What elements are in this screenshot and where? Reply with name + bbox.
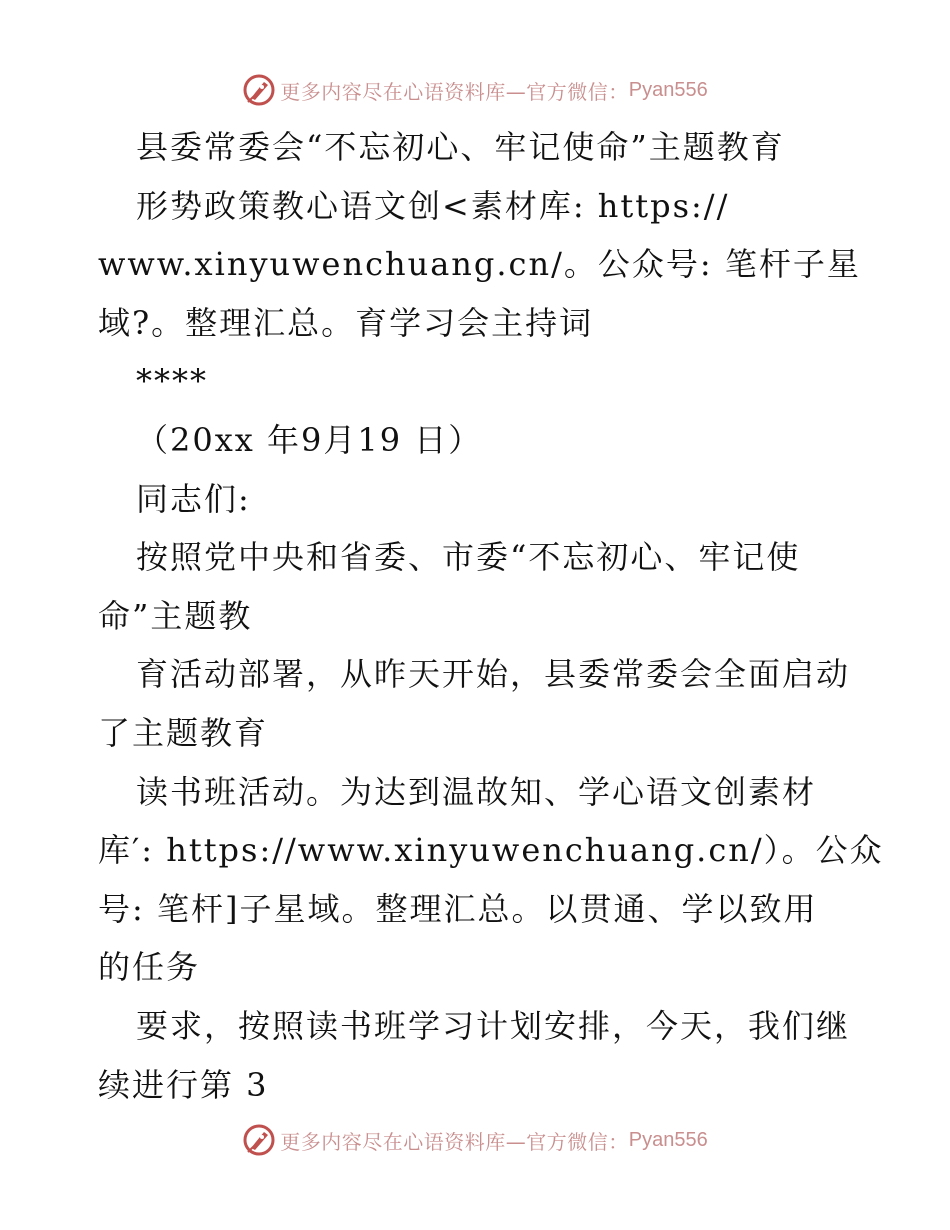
author-placeholder: ****: [136, 362, 208, 401]
title-line-3: www.xinyuwenchuang.cn/。公众号: 笔杆子星: [98, 245, 861, 284]
title-line-2: 形势政策教心语文创<素材库: https://: [136, 186, 730, 225]
paragraph-line: 的任务: [98, 948, 201, 987]
banner-text: 更多内容尽在心语资料库—官方微信：: [280, 79, 629, 104]
header-watermark-banner: [0, 70, 950, 110]
paragraph-line: 按照党中央和省委、市委“不忘初心、牢记使: [136, 538, 801, 577]
title-line-1: 县委常委会“不忘初心、牢记使命”主题教育: [136, 128, 785, 166]
banner-text: 更多内容尽在心语资料库—官方微信：: [280, 1129, 629, 1154]
paragraph-line: 了主题教育: [98, 713, 269, 752]
date-line: （20xx 年9月19 日）: [136, 420, 483, 459]
document-body: [98, 118, 884, 1114]
banner-wechat-id: Pyan556: [628, 1128, 708, 1151]
banner-wechat-id: Pyan556: [628, 78, 708, 101]
paragraph-line: 要求，按照读书班学习计划安排，今天，我们继: [136, 1006, 851, 1045]
paragraph-line: 读书班活动。为达到温故知、学心语文创素材: [136, 772, 817, 811]
paragraph-line: 库′: https://www.xinyuwenchuang.cn/）。公众: [98, 831, 884, 870]
title-line-4: 域?。整理汇总。育学习会主持词: [98, 303, 594, 342]
paragraph-line: 命”主题教: [98, 596, 253, 635]
footer-watermark-banner: [0, 1120, 950, 1160]
salutation: 同志们:: [136, 479, 251, 518]
pen-nib-logo-icon: [242, 1123, 276, 1157]
paragraph-line: 续进行第 3: [98, 1065, 269, 1104]
paragraph-line: 号: 笔杆]子星域。整理汇总。以贯通、学以致用: [98, 889, 818, 928]
paragraph-line: 育活动部署，从昨天开始，县委常委会全面启动: [136, 655, 851, 694]
pen-nib-logo-icon: [242, 73, 276, 107]
